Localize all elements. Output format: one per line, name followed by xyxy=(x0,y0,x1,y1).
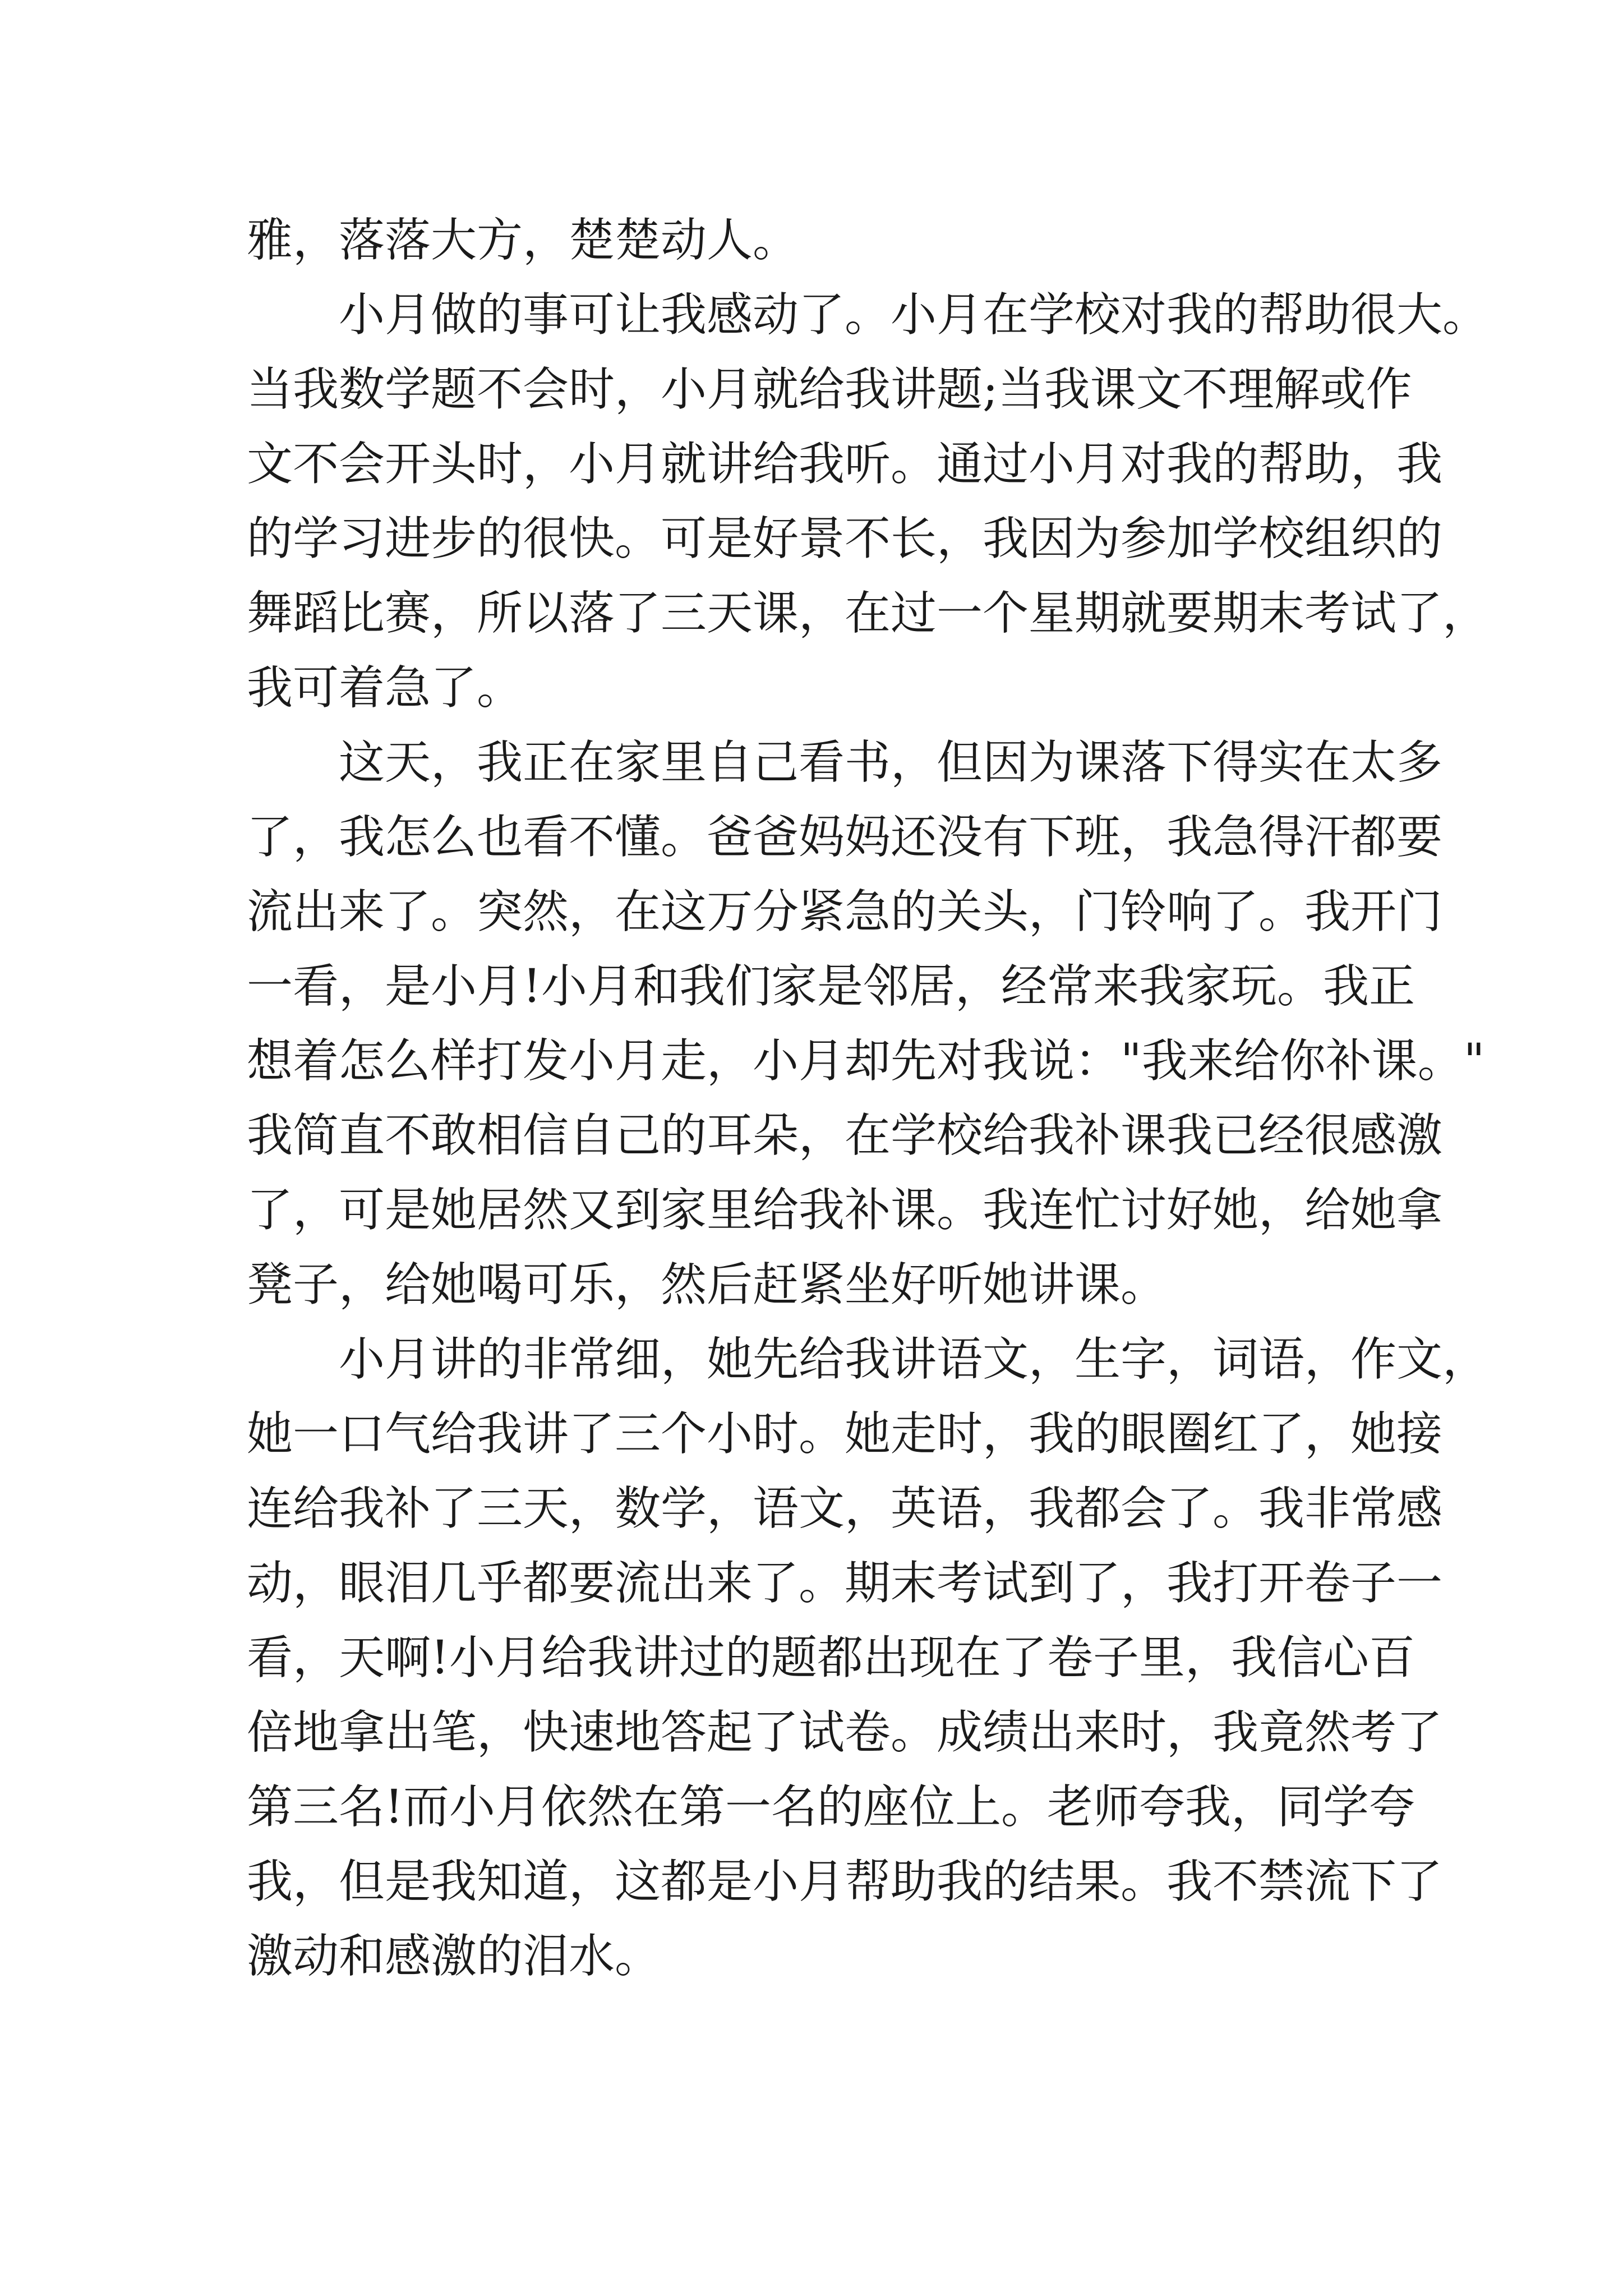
text-line: 我可着急了。 xyxy=(247,661,523,715)
text-line: 看，天啊!小月给我讲过的题都出现在了卷子里，我信心百 xyxy=(247,1631,1415,1685)
paragraph-first-line: 小月讲的非常细，她先给我讲语文，生字，词语，作文， xyxy=(339,1333,1489,1386)
text-line: 我，但是我知道，这都是小月帮助我的结果。我不禁流下了 xyxy=(247,1855,1443,1908)
text-line: 流出来了。突然，在这万分紧急的关头，门铃响了。我开门 xyxy=(247,885,1443,938)
text-line: 我简直不敢相信自己的耳朵，在学校给我补课我已经很感激 xyxy=(247,1109,1443,1162)
paragraph-first-line: 小月做的事可让我感动了。小月在学校对我的帮助很大。 xyxy=(339,288,1489,342)
text-line: 了，可是她居然又到家里给我补课。我连忙讨好她，给她拿 xyxy=(247,1184,1443,1237)
paragraph-first-line: 这天，我正在家里自己看书，但因为课落下得实在太多 xyxy=(339,736,1443,789)
text-line: 激动和感激的泪水。 xyxy=(247,1930,661,1983)
text-line: 文不会开头时，小月就讲给我听。通过小月对我的帮助，我 xyxy=(247,438,1443,491)
text-line: 凳子，给她喝可乐，然后赶紧坐好听她讲课。 xyxy=(247,1258,1167,1312)
text-line: 舞蹈比赛，所以落了三天课，在过一个星期就要期末考试了， xyxy=(247,587,1489,640)
text-line: 连给我补了三天，数学，语文，英语，我都会了。我非常感 xyxy=(247,1482,1443,1535)
text-line: 当我数学题不会时，小月就给我讲题;当我课文不理解或作 xyxy=(247,363,1412,416)
text-line: 第三名!而小月依然在第一名的座位上。老师夸我，同学夸 xyxy=(247,1780,1415,1834)
text-line: 倍地拿出笔，快速地答起了试卷。成绩出来时，我竟然考了 xyxy=(247,1706,1443,1759)
text-line: 一看，是小月!小月和我们家是邻居，经常来我家玩。我正 xyxy=(247,960,1415,1013)
text-line: 的学习进步的很快。可是好景不长，我因为参加学校组织的 xyxy=(247,512,1443,565)
text-line: 雅，落落大方，楚楚动人。 xyxy=(247,214,799,267)
text-line: 想着怎么样打发小月走，小月却先对我说："我来给你补课。" xyxy=(247,1034,1485,1088)
text-line: 了，我怎么也看不懂。爸爸妈妈还没有下班，我急得汗都要 xyxy=(247,811,1443,864)
body-text xyxy=(247,203,1489,1994)
text-line: 动，眼泪几乎都要流出来了。期末考试到了，我打开卷子一 xyxy=(247,1557,1443,1610)
text-line: 她一口气给我讲了三个小时。她走时，我的眼圈红了，她接 xyxy=(247,1407,1443,1461)
